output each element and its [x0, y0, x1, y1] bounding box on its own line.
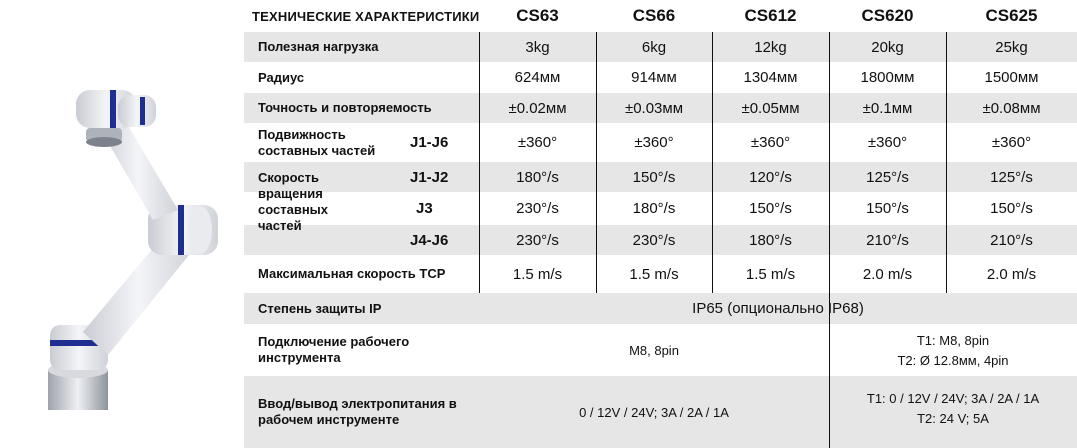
tool-io-t2: T2: 24 V; 5A	[917, 410, 989, 426]
tool-io-left: 0 / 12V / 24V; 3A / 2A / 1A	[579, 404, 729, 420]
value-cell: 150°/s	[866, 200, 909, 217]
table-title: ТЕХНИЧЕСКИЕ ХАРАКТЕРИСТИКИ	[252, 8, 480, 24]
value-cell: 125°/s	[990, 168, 1033, 186]
value-cell: 6kg	[641, 38, 667, 56]
value-cell: 180°/s	[516, 168, 559, 186]
value-cell: 914мм	[631, 69, 677, 86]
model-cs625: CS625	[985, 6, 1038, 25]
value-cell: 2.0 m/s	[862, 265, 913, 283]
label-payload: Полезная нагрузка	[258, 39, 379, 54]
value-cell: 180°/s	[632, 200, 676, 217]
value-cell: ±360°	[991, 134, 1032, 151]
label-reach: Радиус	[258, 69, 305, 85]
value-cell: 125°/s	[866, 168, 909, 186]
model-cs63: CS63	[516, 6, 559, 25]
value-cell: ±0.02мм	[508, 99, 567, 117]
tool-connection-left: M8, 8pin	[629, 342, 679, 358]
value-cell: ±360°	[517, 134, 558, 151]
value-cell: ±0.03мм	[624, 99, 684, 117]
value-cell: 230°/s	[516, 231, 559, 249]
value-cell: 2.0 m/s	[986, 265, 1037, 283]
label-joint-speed: Скорость вращения составных частей	[258, 170, 329, 233]
value-cell: 1.5 m/s	[629, 265, 679, 283]
label-tool-io: Ввод/вывод электропитания в рабочем инструменте	[258, 396, 457, 427]
value-cell: 1.5 m/s	[512, 265, 563, 283]
label-ip: Степень защиты IP	[258, 300, 382, 316]
value-cell: ±360°	[634, 134, 674, 151]
label-joint-range: Подвижность составных частей	[258, 126, 376, 158]
label-repeatability: Точность и повторяемость	[258, 100, 432, 115]
sub-j4j6: J4-J6	[410, 231, 449, 249]
value-cell: ±0.05мм	[741, 99, 800, 117]
value-cell: 150°/s	[749, 200, 792, 217]
value-cell: 230°/s	[632, 231, 676, 249]
sub-j1j6: J1-J6	[410, 134, 449, 151]
model-cs620: CS620	[861, 6, 914, 25]
value-cell: 120°/s	[749, 168, 792, 186]
sub-j1j2: J1-J2	[410, 168, 449, 186]
value-cell: 12kg	[754, 38, 787, 56]
value-cell: 230°/s	[516, 200, 559, 217]
value-cell: 1800мм	[860, 69, 915, 86]
value-cell: ±360°	[750, 134, 791, 151]
value-cell: ±0.1мм	[862, 99, 913, 117]
value-cell: 20kg	[871, 38, 904, 56]
spec-table	[244, 0, 1077, 448]
tool-io-t1: T1: 0 / 12V / 24V; 3A / 2A / 1A	[866, 390, 1040, 406]
value-cell: 210°/s	[866, 231, 909, 249]
value-cell: 150°/s	[990, 200, 1033, 217]
label-tool-connection: Подключение рабочего инструмента	[258, 334, 410, 365]
model-cs612: CS612	[744, 6, 797, 25]
model-cs66: CS66	[632, 6, 676, 25]
tool-connection-t2: T2: Ø 12.8мм, 4pin	[897, 352, 1009, 368]
sub-j3: J3	[416, 200, 433, 217]
value-cell: 25kg	[995, 38, 1028, 56]
value-cell: 3kg	[525, 38, 550, 56]
value-cell: ±360°	[867, 134, 908, 151]
value-cell: 1500мм	[984, 69, 1039, 86]
ip-value: IP65 (опционально IP68)	[692, 300, 864, 317]
value-cell: 1304мм	[743, 69, 798, 86]
label-tcp-speed: Максимальная скорость TCP	[258, 266, 446, 281]
value-cell: 624мм	[514, 69, 561, 86]
value-cell: ±0.08мм	[982, 99, 1041, 117]
value-cell: 180°/s	[749, 231, 792, 249]
tool-connection-t1: T1: M8, 8pin	[916, 332, 990, 348]
value-cell: 210°/s	[990, 231, 1033, 249]
robot-arm-illustration	[28, 70, 248, 420]
value-cell: 150°/s	[632, 168, 676, 186]
value-cell: 1.5 m/s	[745, 265, 796, 283]
